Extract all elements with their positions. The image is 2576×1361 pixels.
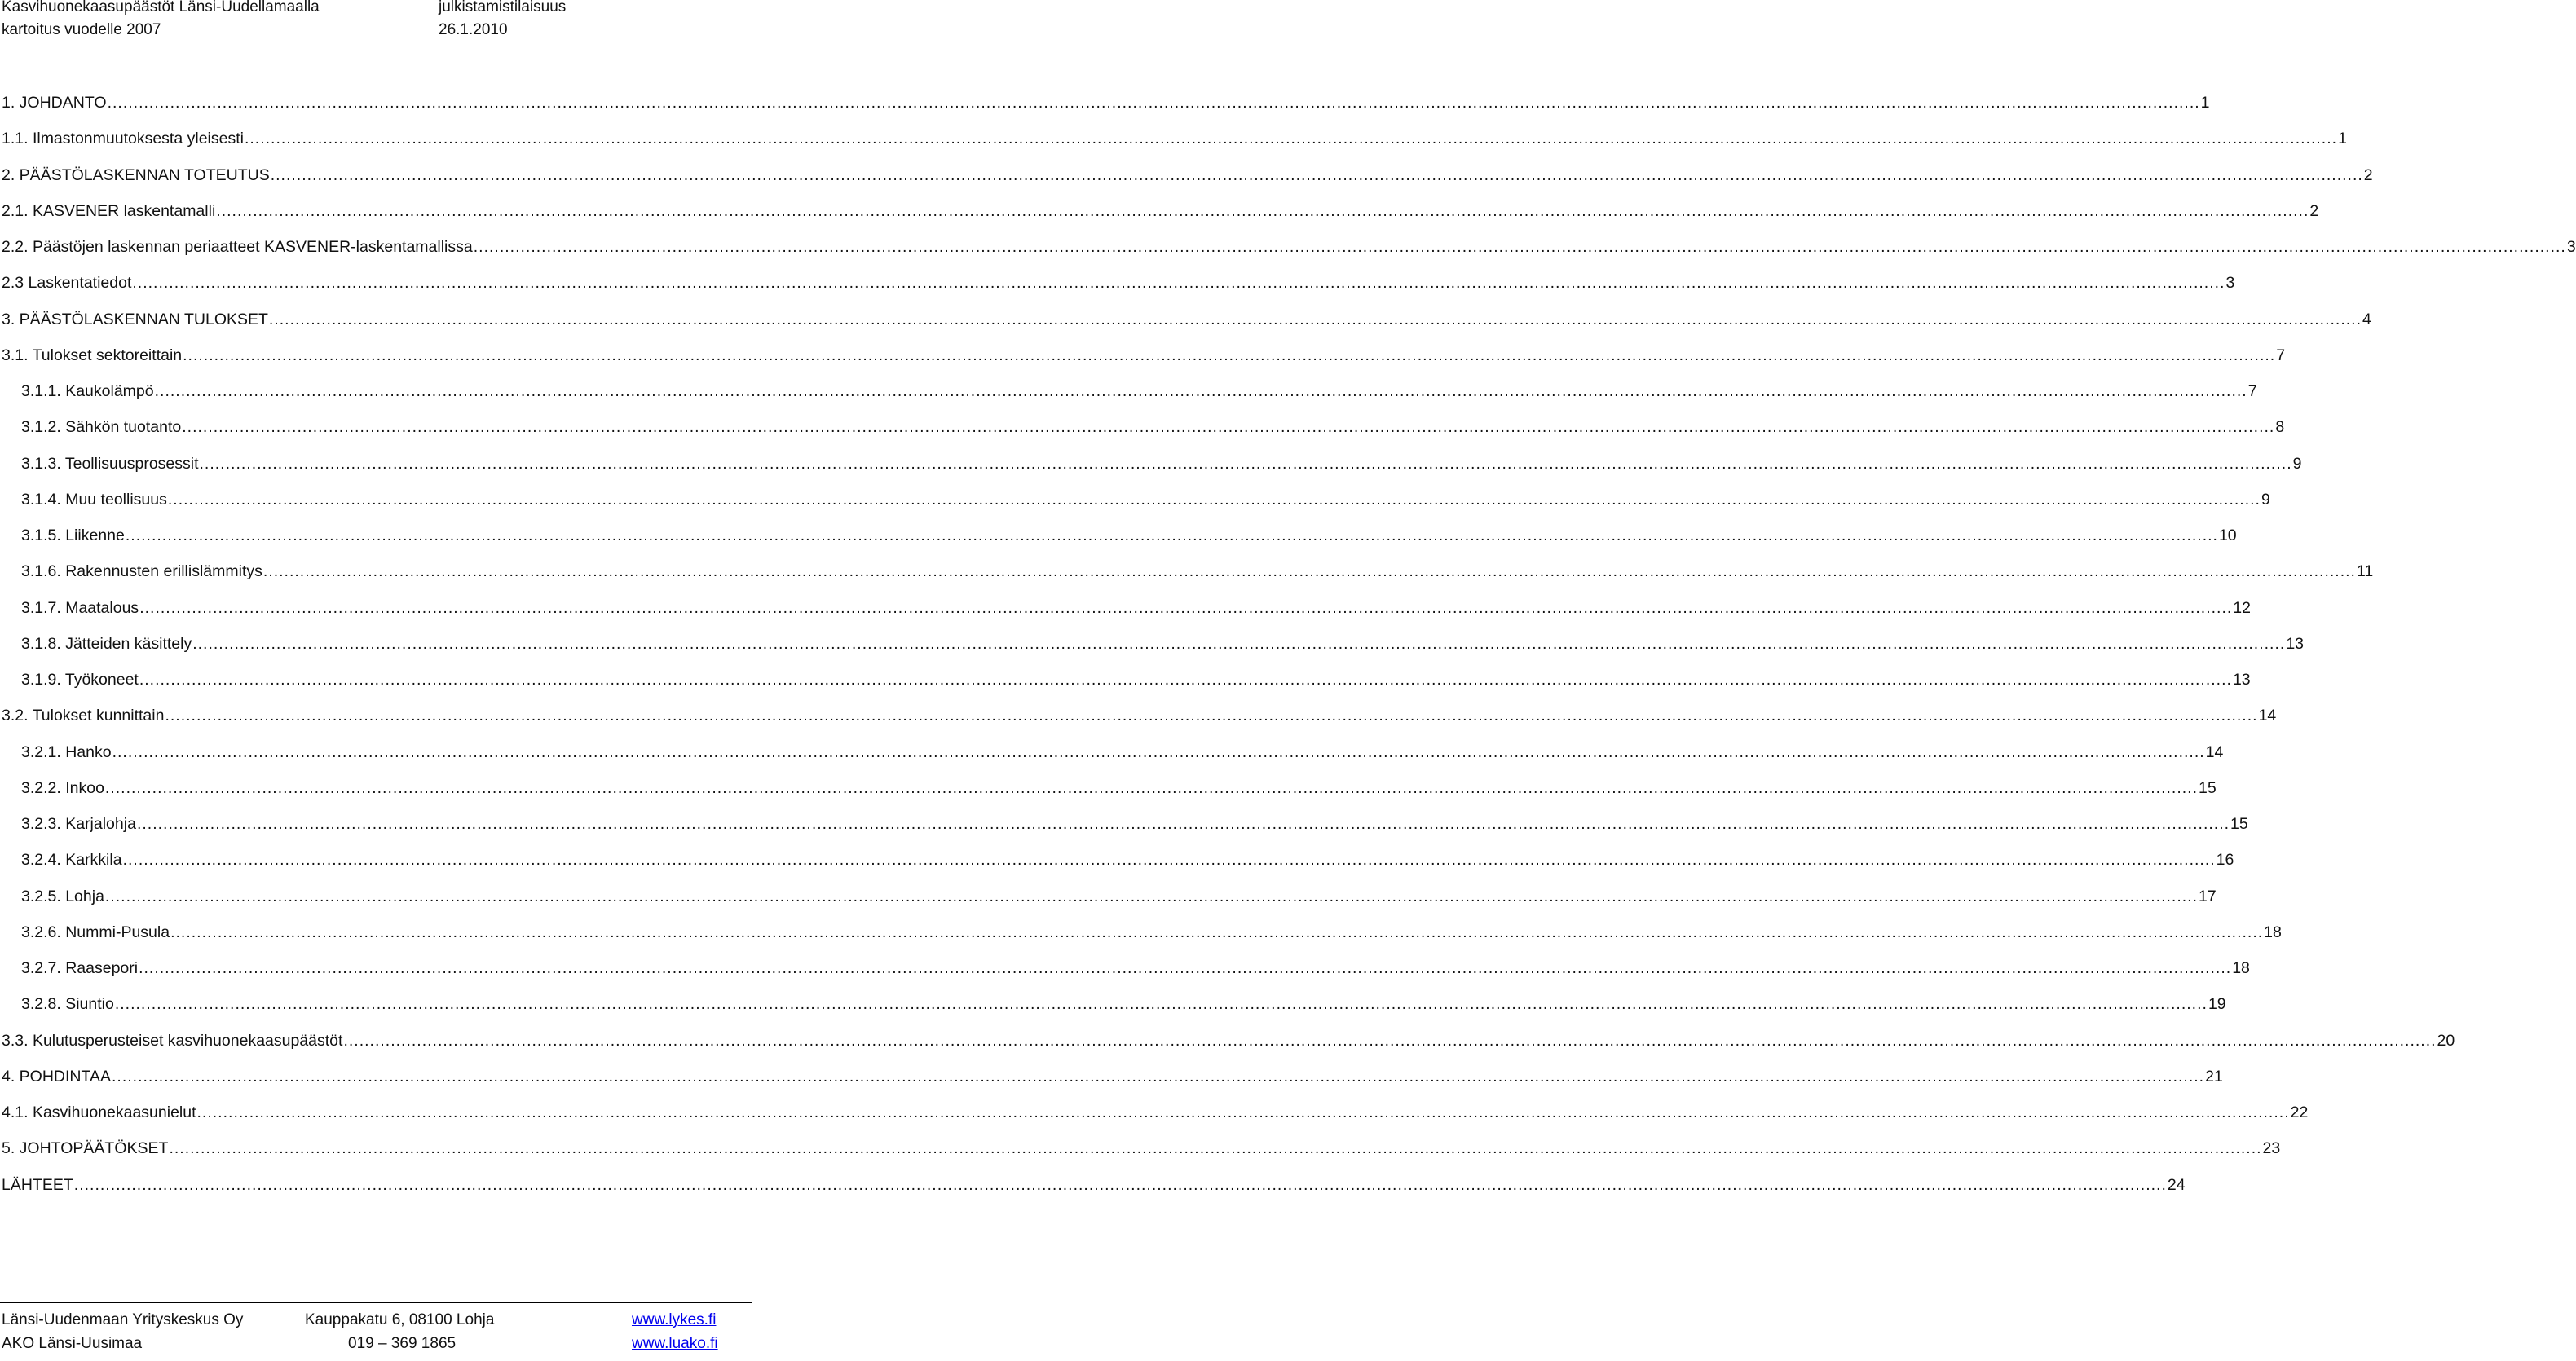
toc-entry[interactable] bbox=[21, 522, 2237, 546]
toc-entry-title: 2. PÄÄSTÖLASKENNAN TOTEUTUS bbox=[2, 165, 270, 184]
toc-entry-title: 3.1.3. Teollisuusprosessit bbox=[21, 454, 199, 473]
header-event: julkistamistilaisuus bbox=[439, 0, 567, 15]
toc-entry[interactable] bbox=[21, 377, 2257, 402]
toc-entry[interactable] bbox=[2, 125, 2347, 149]
toc-entry-title: 3.2.3. Karjalohja bbox=[21, 815, 136, 833]
toc-entry-title: 2.1. KASVENER laskentamalli bbox=[2, 201, 216, 220]
toc-leader-dots: ................................................................................................................................................................................................................................................................................................................................................................................................................ bbox=[73, 1175, 2167, 1194]
toc-entry[interactable] bbox=[2, 702, 2277, 726]
toc-entry-title: 3.1.5. Liikenne bbox=[21, 526, 125, 544]
toc-leader-dots: ................................................................................................................................................................................................................................................................................................................................................................................................................ bbox=[244, 130, 2338, 148]
toc-entry-title: 3.2.2. Inkoo bbox=[21, 778, 104, 797]
footer-divider bbox=[0, 1302, 752, 1303]
toc-leader-dots: ................................................................................................................................................................................................................................................................................................................................................................................................................ bbox=[104, 778, 2199, 797]
toc-entry-title: 1.1. Ilmastonmuutoksesta yleisesti bbox=[2, 130, 244, 148]
toc-leader-dots: ................................................................................................................................................................................................................................................................................................................................................................................................................ bbox=[343, 1031, 2437, 1050]
toc-leader-dots: ................................................................................................................................................................................................................................................................................................................................................................................................................ bbox=[167, 490, 2261, 509]
toc-leader-dots: ................................................................................................................................................................................................................................................................................................................................................................................................................ bbox=[136, 815, 2230, 833]
toc-leader-dots: ................................................................................................................................................................................................................................................................................................................................................................................................................ bbox=[192, 634, 2286, 653]
toc-entry[interactable] bbox=[2, 197, 2319, 222]
toc-entry-title: 3.2.4. Karkkila bbox=[21, 851, 122, 870]
toc-leader-dots: ................................................................................................................................................................................................................................................................................................................................................................................................................ bbox=[139, 671, 2232, 689]
toc-entry-page-number: 21 bbox=[2205, 1067, 2223, 1086]
footer-org-name: Länsi-Uudenmaan Yrityskeskus Oy bbox=[2, 1311, 244, 1328]
toc-entry-title: 3.1.1. Kaukolämpö bbox=[21, 382, 154, 400]
toc-entry[interactable] bbox=[2, 161, 2373, 186]
toc-entry-page-number: 20 bbox=[2437, 1031, 2455, 1050]
toc-leader-dots: ................................................................................................................................................................................................................................................................................................................................................................................................................ bbox=[132, 274, 2225, 293]
toc-entry-page-number: 2 bbox=[2363, 165, 2373, 184]
toc-entry-page-number: 23 bbox=[2262, 1139, 2281, 1158]
toc-entry-page-number: 15 bbox=[2199, 778, 2217, 797]
toc-leader-dots: ................................................................................................................................................................................................................................................................................................................................................................................................................ bbox=[122, 851, 2216, 870]
toc-entry[interactable] bbox=[21, 594, 2251, 619]
toc-leader-dots: ................................................................................................................................................................................................................................................................................................................................................................................................................ bbox=[199, 454, 2292, 473]
toc-leader-dots: ................................................................................................................................................................................................................................................................................................................................................................................................................ bbox=[268, 310, 2362, 328]
toc-entry-title: 3.1.6. Rakennusten erillislämmitys bbox=[21, 562, 262, 581]
toc-entry-page-number: 2 bbox=[2309, 201, 2319, 220]
toc-entry[interactable] bbox=[21, 557, 2374, 582]
toc-entry-page-number: 16 bbox=[2216, 851, 2234, 870]
toc-leader-dots: ................................................................................................................................................................................................................................................................................................................................................................................................................ bbox=[170, 923, 2264, 941]
toc-entry-page-number: 15 bbox=[2230, 815, 2248, 833]
toc-entry-page-number: 14 bbox=[2205, 742, 2224, 761]
toc-entry-title: 3.3. Kulutusperusteiset kasvihuonekaasupäästöt bbox=[2, 1031, 343, 1050]
toc-entry-title: 3.2.6. Nummi-Pusula bbox=[21, 923, 170, 941]
toc-entry-title: 4. POHDINTAA bbox=[2, 1067, 111, 1086]
toc-entry-page-number: 1 bbox=[2200, 94, 2210, 112]
toc-entry-page-number: 22 bbox=[2290, 1103, 2309, 1121]
header-subtitle: kartoitus vuodelle 2007 bbox=[2, 21, 161, 38]
toc-leader-dots: ................................................................................................................................................................................................................................................................................................................................................................................................................ bbox=[216, 201, 2309, 220]
toc-entry-page-number: 14 bbox=[2258, 707, 2277, 725]
toc-entry[interactable] bbox=[21, 883, 2217, 907]
toc-entry-page-number: 24 bbox=[2167, 1175, 2186, 1194]
toc-entry-title: 3. PÄÄSTÖLASKENNAN TULOKSET bbox=[2, 310, 268, 328]
toc-entry-page-number: 12 bbox=[2233, 598, 2251, 617]
toc-entry-title: 3.2.1. Hanko bbox=[21, 742, 112, 761]
toc-entry[interactable] bbox=[21, 630, 2305, 654]
toc-entry-page-number: 3 bbox=[2566, 238, 2576, 256]
toc-entry-title: 3.1.7. Maatalous bbox=[21, 598, 139, 617]
toc-entry-page-number: 19 bbox=[2208, 995, 2226, 1014]
toc-entry-title: 3.2.7. Raasepori bbox=[21, 959, 139, 977]
toc-entry-title: 3.1.2. Sähkön tuotanto bbox=[21, 418, 182, 437]
toc-entry-page-number: 7 bbox=[2247, 382, 2257, 400]
toc-leader-dots: ................................................................................................................................................................................................................................................................................................................................................................................................................ bbox=[139, 598, 2233, 617]
toc-leader-dots: ................................................................................................................................................................................................................................................................................................................................................................................................................ bbox=[104, 887, 2199, 905]
toc-entry-title: 3.2.5. Lohja bbox=[21, 887, 104, 905]
toc-entry-title: 3.1.9. Työkoneet bbox=[21, 671, 139, 689]
toc-entry-page-number: 4 bbox=[2362, 310, 2371, 328]
toc-entry[interactable] bbox=[2, 269, 2235, 293]
header-date: 26.1.2010 bbox=[439, 21, 508, 38]
footer-link-lykes[interactable]: www.lykes.fi bbox=[632, 1311, 717, 1328]
toc-entry[interactable] bbox=[21, 918, 2282, 943]
toc-leader-dots: ................................................................................................................................................................................................................................................................................................................................................................................................................ bbox=[169, 1139, 2262, 1158]
toc-entry-page-number: 13 bbox=[2286, 634, 2305, 653]
toc-entry-title: LÄHTEET bbox=[2, 1175, 73, 1194]
toc-entry-page-number: 17 bbox=[2199, 887, 2217, 905]
toc-entry-page-number: 3 bbox=[2225, 274, 2235, 293]
toc-leader-dots: ................................................................................................................................................................................................................................................................................................................................................................................................................ bbox=[473, 238, 2566, 256]
toc-entry[interactable] bbox=[21, 846, 2234, 870]
footer-phone: 019 – 369 1865 bbox=[348, 1335, 457, 1352]
toc-entry[interactable] bbox=[2, 341, 2286, 366]
toc-entry-title: 3.2.8. Siuntio bbox=[21, 995, 114, 1014]
toc-entry-page-number: 18 bbox=[2264, 923, 2282, 941]
toc-entry-page-number: 13 bbox=[2232, 671, 2251, 689]
toc-entry-title: 1. JOHDANTO bbox=[2, 94, 107, 112]
toc-entry[interactable] bbox=[21, 990, 2226, 1015]
toc-entry[interactable] bbox=[2, 233, 2576, 258]
toc-entry-page-number: 8 bbox=[2275, 418, 2285, 437]
footer-link-luako[interactable]: www.luako.fi bbox=[632, 1335, 718, 1352]
toc-entry[interactable] bbox=[21, 810, 2248, 835]
toc-leader-dots: ................................................................................................................................................................................................................................................................................................................................................................................................................ bbox=[262, 562, 2356, 581]
header-title: Kasvihuonekaasupäästöt Länsi-Uudellamaalla bbox=[2, 0, 320, 15]
toc-entry-page-number: 9 bbox=[2261, 490, 2270, 509]
toc-entry-title: 2.3 Laskentatiedot bbox=[2, 274, 132, 293]
toc-leader-dots: ................................................................................................................................................................................................................................................................................................................................................................................................................ bbox=[183, 346, 2276, 364]
toc-entry[interactable] bbox=[21, 774, 2217, 799]
toc-entry[interactable] bbox=[21, 486, 2270, 510]
toc-entry-page-number: 11 bbox=[2356, 562, 2374, 581]
toc-entry-title: 3.1.4. Muu teollisuus bbox=[21, 490, 167, 509]
toc-leader-dots: ................................................................................................................................................................................................................................................................................................................................................................................................................ bbox=[270, 165, 2363, 184]
toc-leader-dots: ................................................................................................................................................................................................................................................................................................................................................................................................................ bbox=[114, 995, 2208, 1014]
toc-leader-dots: ................................................................................................................................................................................................................................................................................................................................................................................................................ bbox=[154, 382, 2247, 400]
toc-entry-title: 5. JOHTOPÄÄTÖKSET bbox=[2, 1139, 169, 1158]
toc-leader-dots: ................................................................................................................................................................................................................................................................................................................................................................................................................ bbox=[112, 742, 2205, 761]
toc-entry[interactable] bbox=[21, 666, 2251, 690]
toc-entry[interactable] bbox=[2, 1027, 2455, 1051]
toc-entry-title: 2.2. Päästöjen laskennan periaatteet KASVENER-laskentamallissa bbox=[2, 238, 473, 256]
toc-leader-dots: ................................................................................................................................................................................................................................................................................................................................................................................................................ bbox=[139, 959, 2232, 977]
toc-entry-page-number: 1 bbox=[2338, 130, 2347, 148]
toc-entry-page-number: 10 bbox=[2218, 526, 2237, 544]
toc-entry[interactable] bbox=[2, 306, 2371, 330]
toc-entry[interactable] bbox=[2, 89, 2210, 113]
footer-address: Kauppakatu 6, 08100 Lohja bbox=[305, 1311, 495, 1328]
toc-entry-page-number: 9 bbox=[2292, 454, 2302, 473]
toc-leader-dots: ................................................................................................................................................................................................................................................................................................................................................................................................................ bbox=[125, 526, 2218, 544]
toc-entry[interactable] bbox=[21, 413, 2285, 438]
toc-entry-title: 3.1. Tulokset sektoreittain bbox=[2, 346, 183, 364]
toc-entry[interactable] bbox=[21, 738, 2224, 763]
toc-leader-dots: ................................................................................................................................................................................................................................................................................................................................................................................................................ bbox=[107, 94, 2200, 112]
toc-entry-title: 3.2. Tulokset kunnittain bbox=[2, 707, 165, 725]
toc-leader-dots: ................................................................................................................................................................................................................................................................................................................................................................................................................ bbox=[165, 707, 2258, 725]
toc-leader-dots: ................................................................................................................................................................................................................................................................................................................................................................................................................ bbox=[112, 1067, 2205, 1086]
toc-entry[interactable] bbox=[2, 1099, 2309, 1123]
toc-entry[interactable] bbox=[2, 1063, 2223, 1087]
toc-entry-title: 4.1. Kasvihuonekaasunielut bbox=[2, 1103, 196, 1121]
toc-leader-dots: ................................................................................................................................................................................................................................................................................................................................................................................................................ bbox=[196, 1103, 2290, 1121]
toc-entry[interactable] bbox=[2, 1171, 2186, 1196]
toc-entry-page-number: 18 bbox=[2232, 959, 2250, 977]
toc-entry-page-number: 7 bbox=[2276, 346, 2286, 364]
toc-leader-dots: ................................................................................................................................................................................................................................................................................................................................................................................................................ bbox=[182, 418, 2275, 437]
toc-entry[interactable] bbox=[21, 450, 2302, 474]
footer-org-name-2: AKO Länsi-Uusimaa bbox=[2, 1335, 143, 1352]
toc-entry[interactable] bbox=[21, 954, 2250, 979]
toc-entry[interactable] bbox=[2, 1134, 2281, 1159]
toc-entry-title: 3.1.8. Jätteiden käsittely bbox=[21, 634, 192, 653]
